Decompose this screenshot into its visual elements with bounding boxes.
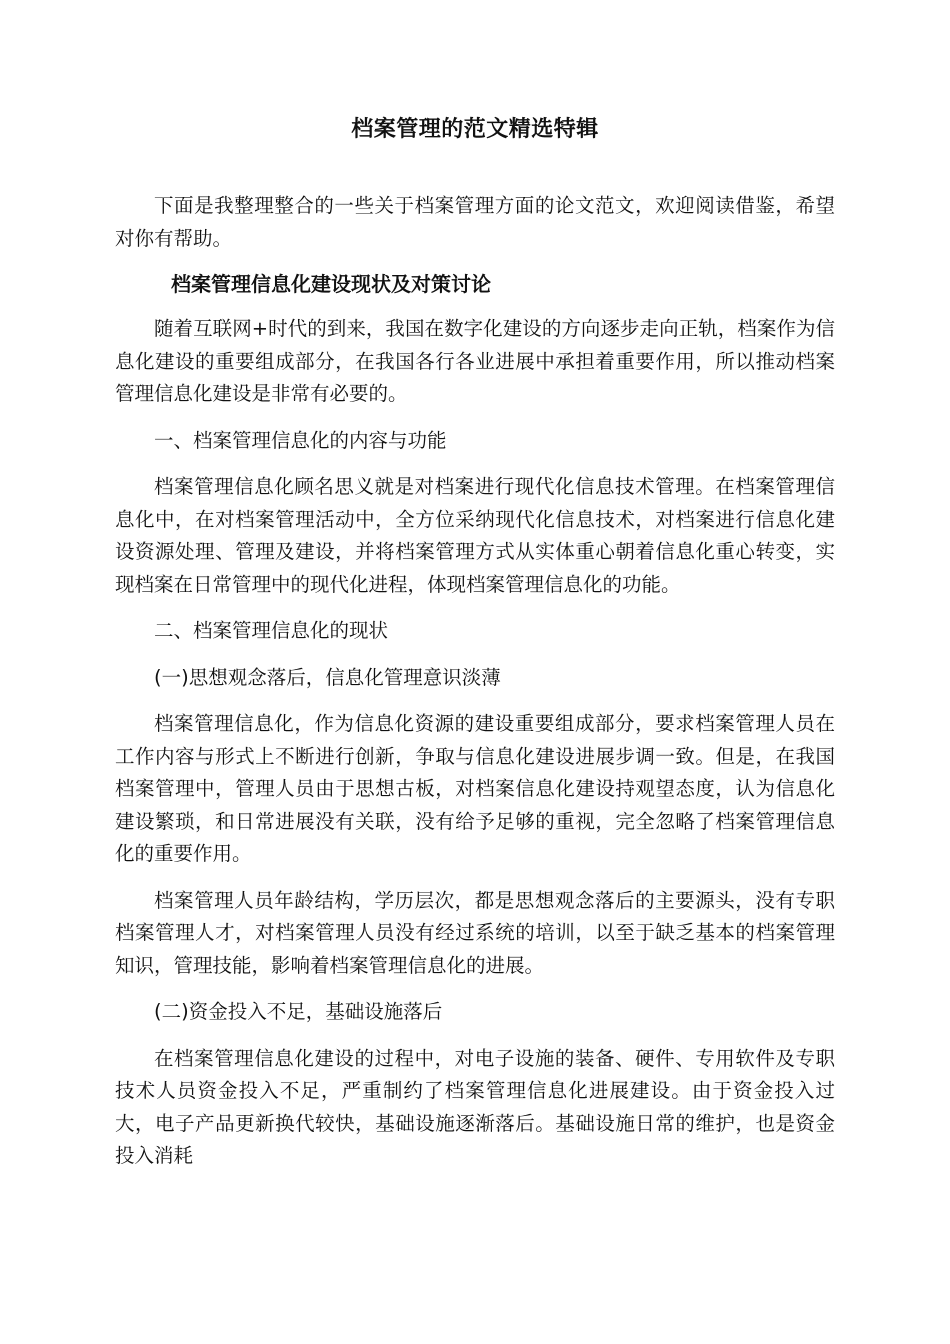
article-title: 档案管理信息化建设现状及对策讨论 xyxy=(171,272,491,296)
body-paragraph: 档案管理信息化，作为信息化资源的建设重要组成部分，要求档案管理人员在工作内容与形式上不断进行创新，争取与信息化建设进展步调一致。但是，在我国档案管理中，管理人员由于思想古板，对档案信息化建设持观望态度，认为信息化建设繁琐，和日常进展没有关联，没有给予足够的重视，完全忽略了档案管理信息化的重要作用。 xyxy=(115,712,835,865)
subsection-heading: (一)思想观念落后，信息化管理意识淡薄 xyxy=(154,665,501,689)
body-paragraph: 档案管理人员年龄结构，学历层次，都是思想观念落后的主要源头，没有专职档案管理人才，对档案管理人员没有经过系统的培训，以至于缺乏基本的档案管理知识，管理技能，影响着档案管理信息化的进展。 xyxy=(115,888,835,977)
body-paragraph: 随着互联网+时代的到来，我国在数字化建设的方向逐步走向正轨，档案作为信息化建设的重要组成部分，在我国各行各业进展中承担着重要作用，所以推动档案管理信息化建设是非常有必要的。 xyxy=(115,317,835,405)
section-heading: 一、档案管理信息化的内容与功能 xyxy=(154,428,447,452)
document-title: 档案管理的范文精选特辑 xyxy=(351,117,599,142)
body-paragraph: 档案管理信息化顾名思义就是对档案进行现代化信息技术管理。在档案管理信息化中，在对档案管理活动中，全方位采纳现代化信息技术，对档案进行信息化建设资源处理、管理及建设，并将档案管理方式从实体重心朝着信息化重心转变，实现档案在日常管理中的现代化进程，体现档案管理信息化的功能。 xyxy=(115,475,835,596)
body-paragraph: 在档案管理信息化建设的过程中，对电子设施的装备、硬件、专用软件及专职技术人员资金投入不足，严重制约了档案管理信息化进展建设。由于资金投入过大，电子产品更新换代较快，基础设施逐渐落后。基础设施日常的维护，也是资金投入消耗 xyxy=(115,1046,835,1167)
intro-paragraph: 下面是我整理整合的一些关于档案管理方面的论文范文，欢迎阅读借鉴，希望对你有帮助。 xyxy=(115,194,835,250)
subsection-heading: (二)资金投入不足，基础设施落后 xyxy=(154,1000,443,1023)
section-heading: 二、档案管理信息化的现状 xyxy=(154,619,389,642)
document-page xyxy=(115,112,835,1187)
